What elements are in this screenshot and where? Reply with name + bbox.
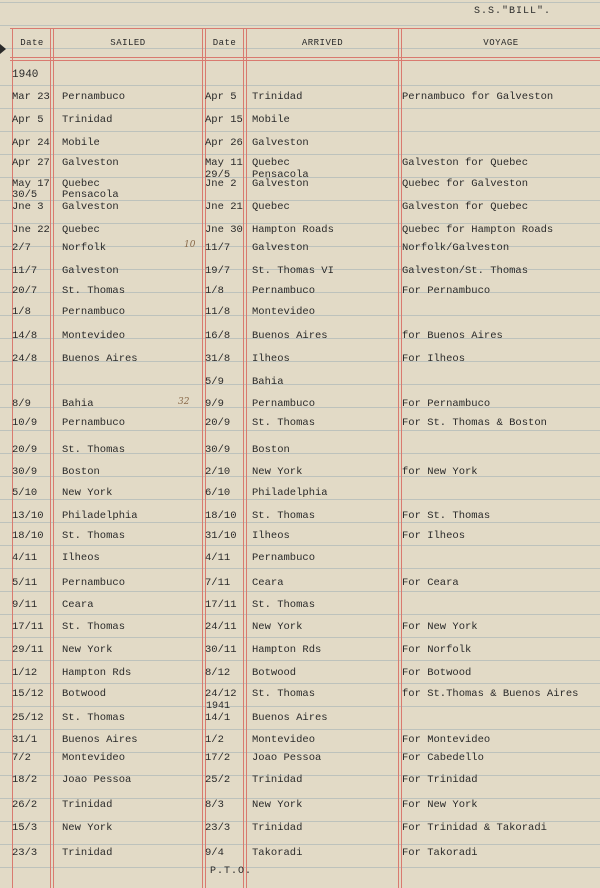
arrived-date: Jne 2 [205, 178, 237, 190]
arrived-port: Mobile [252, 114, 290, 126]
arrived-date: 2/10 [205, 466, 231, 478]
margin-note-1: 10 [184, 240, 196, 250]
voyage-desc: For New York [402, 799, 478, 811]
header-voyage: VOYAGE [483, 38, 519, 48]
arrived-date: Apr 5 [205, 91, 237, 103]
arrived-date: 23/3 [205, 822, 231, 834]
sailed-date: 1/8 [12, 306, 31, 318]
voyage-desc: For St. Thomas [402, 510, 491, 522]
sailed-port: Ceara [62, 599, 94, 611]
sailed-date: 11/7 [12, 265, 38, 277]
sailed-date: 20/9 [12, 444, 38, 456]
arrived-port: St. Thomas [252, 417, 316, 429]
arrived-port: Galveston [252, 137, 309, 149]
arrived-date: 18/10 [205, 510, 237, 522]
sailed-port: Montevideo [62, 752, 126, 764]
sailed-date: Apr 27 [12, 157, 50, 169]
arrived-port: New York [252, 621, 303, 633]
sailed-date: May 17 [12, 178, 50, 190]
sailed-date: 2/7 [12, 242, 31, 254]
arrived-port: New York [252, 799, 303, 811]
arrived-port: Montevideo [252, 734, 316, 746]
voyage-desc: Galveston for Quebec [402, 157, 529, 169]
sailed-date: Jne 22 [12, 224, 50, 236]
arrived-port: Pernambuco [252, 552, 316, 564]
arrived-date: 31/8 [205, 353, 231, 365]
header-date-arrived: Date [212, 38, 237, 48]
sailed-port: Trinidad [62, 114, 113, 126]
sailed-port: Trinidad [62, 799, 113, 811]
sailed-date: 14/8 [12, 330, 38, 342]
rule-arrived [398, 28, 399, 888]
arrived-date: 19/7 [205, 265, 231, 277]
voyage-desc: Pernambuco for Galveston [402, 91, 554, 103]
rule-date-arrived [243, 28, 244, 888]
arrived-date: 17/2 [205, 752, 231, 764]
sailed-port: Hampton Rds [62, 667, 132, 679]
voyage-desc: For Takoradi [402, 847, 478, 859]
arrived-port: Galveston [252, 242, 309, 254]
voyage-desc: Quebec for Galveston [402, 178, 529, 190]
sailed-port: St. Thomas [62, 530, 126, 542]
sailed-date: 23/3 [12, 847, 38, 859]
arrived-date: 9/4 [205, 847, 224, 859]
rule-sailed [202, 28, 203, 888]
voyage-desc: For Cabedello [402, 752, 484, 764]
sailed-port: New York [62, 644, 113, 656]
margin-note-2: 32 [178, 397, 190, 407]
sailed-port: St. Thomas [62, 621, 126, 633]
sailed-date: 4/11 [12, 552, 38, 564]
sailed-port: Norfolk [62, 242, 107, 254]
arrived-date: 9/9 [205, 398, 224, 410]
sailed-date: 30/5 [12, 189, 38, 201]
sailed-date: Jne 3 [12, 201, 44, 213]
arrived-date: 24/12 [205, 688, 237, 700]
arrived-date: 17/11 [205, 599, 237, 611]
arrived-date: May 11 [205, 157, 243, 169]
voyage-desc: for St.Thomas & Buenos Aires [402, 688, 579, 700]
sailed-date: 24/8 [12, 353, 38, 365]
voyage-desc: For Norfolk [402, 644, 472, 656]
sailed-port: St. Thomas [62, 444, 126, 456]
voyage-desc: For St. Thomas & Boston [402, 417, 547, 429]
voyage-desc: For Trinidad & Takoradi [402, 822, 547, 834]
arrived-date: 1/2 [205, 734, 224, 746]
voyage-desc: for Buenos Aires [402, 330, 503, 342]
arrived-port: Ilheos [252, 530, 290, 542]
arrived-port: Quebec [252, 157, 290, 169]
year-1941: 1941 [206, 701, 231, 712]
sailed-port: Buenos Aires [62, 353, 138, 365]
sailed-date: 10/9 [12, 417, 38, 429]
sailed-port: Bahia [62, 398, 94, 410]
header-date-sailed: Date [20, 38, 44, 48]
sailed-date: 20/7 [12, 285, 38, 297]
sailed-date: 25/12 [12, 712, 44, 724]
arrived-date: Jne 30 [205, 224, 243, 236]
arrived-date: Apr 26 [205, 137, 243, 149]
header-bottom-rule [10, 57, 600, 58]
voyage-desc: For Pernambuco [402, 398, 491, 410]
sailed-date: 13/10 [12, 510, 44, 522]
arrived-date: 11/7 [205, 242, 231, 254]
arrived-port: Pensacola [252, 169, 309, 181]
header-top-rule [10, 28, 600, 29]
arrived-date: 6/10 [205, 487, 231, 499]
arrived-date: 5/9 [205, 376, 224, 388]
arrived-port: Ceara [252, 577, 284, 589]
sailed-date: 5/11 [12, 577, 38, 589]
arrived-port: Quebec [252, 201, 290, 213]
sailed-date: 30/9 [12, 466, 38, 478]
sailed-date: 15/3 [12, 822, 38, 834]
sailed-port: St. Thomas [62, 285, 126, 297]
header-arrived: ARRIVED [301, 38, 344, 48]
arrived-port: St. Thomas VI [252, 265, 334, 277]
sailed-port: Trinidad [62, 847, 113, 859]
voyage-desc: For Montevideo [402, 734, 491, 746]
voyage-desc: Galveston/St. Thomas [402, 265, 529, 277]
voyage-desc: For Pernambuco [402, 285, 491, 297]
sailed-port: St. Thomas [62, 712, 126, 724]
binder-hole-marker [0, 44, 6, 54]
arrived-date: 7/11 [205, 577, 231, 589]
header-bottom-rule-2 [10, 60, 600, 61]
arrived-port: St. Thomas [252, 599, 316, 611]
arrived-port: Trinidad [252, 822, 303, 834]
voyage-desc: For Ilheos [402, 530, 466, 542]
arrived-port: Buenos Aires [252, 712, 328, 724]
arrived-date: 31/10 [205, 530, 237, 542]
arrived-port: Philadelphia [252, 487, 328, 499]
rule-date-sailed-2 [53, 28, 54, 888]
arrived-port: Buenos Aires [252, 330, 328, 342]
voyage-desc: Norfolk/Galveston [402, 242, 510, 254]
arrived-port: Hampton Rds [252, 644, 322, 656]
sailed-date: 18/10 [12, 530, 44, 542]
sailed-port: Quebec [62, 178, 100, 190]
arrived-port: Trinidad [252, 774, 303, 786]
sailed-port: Philadelphia [62, 510, 138, 522]
rule-date-sailed [50, 28, 51, 888]
sailed-port: Joao Pessoa [62, 774, 132, 786]
header-sailed: SAILED [110, 38, 146, 48]
voyage-desc: for New York [402, 466, 478, 478]
sailed-port: Galveston [62, 201, 119, 213]
sailed-port: Pensacola [62, 189, 119, 201]
arrived-port: St. Thomas [252, 688, 316, 700]
sailed-port: Pernambuco [62, 91, 126, 103]
arrived-port: Joao Pessoa [252, 752, 322, 764]
sailed-date: Apr 24 [12, 137, 50, 149]
sailed-date: 29/11 [12, 644, 44, 656]
sailed-date: 7/2 [12, 752, 31, 764]
arrived-port: Botwood [252, 667, 297, 679]
voyage-desc: For Botwood [402, 667, 472, 679]
arrived-date: Apr 15 [205, 114, 243, 126]
arrived-port: Takoradi [252, 847, 303, 859]
sailed-port: Pernambuco [62, 417, 126, 429]
sailed-port: Pernambuco [62, 577, 126, 589]
arrived-date: 25/2 [205, 774, 231, 786]
arrived-date: 4/11 [205, 552, 231, 564]
arrived-date: 16/8 [205, 330, 231, 342]
rule-date-arrived-2 [246, 28, 247, 888]
sailed-date: 26/2 [12, 799, 38, 811]
voyage-desc: For Trinidad [402, 774, 478, 786]
arrived-date: 11/8 [205, 306, 231, 318]
arrived-date: Jne 21 [205, 201, 243, 213]
voyage-desc: For New York [402, 621, 478, 633]
arrived-date: 8/3 [205, 799, 224, 811]
arrived-port: Pernambuco [252, 285, 316, 297]
sailed-date: 17/11 [12, 621, 44, 633]
arrived-date: 1/8 [205, 285, 224, 297]
arrived-port: Montevideo [252, 306, 316, 318]
sailed-date: 1/12 [12, 667, 38, 679]
arrived-date: 8/12 [205, 667, 231, 679]
ship-name: S.S."BILL". [474, 6, 552, 17]
voyage-desc: Galveston for Quebec [402, 201, 529, 213]
arrived-date: 30/11 [205, 644, 237, 656]
arrived-port: Boston [252, 444, 290, 456]
voyage-desc: Quebec for Hampton Roads [402, 224, 554, 236]
arrived-date: 14/1 [205, 712, 231, 724]
sailed-date: 18/2 [12, 774, 38, 786]
arrived-date: 30/9 [205, 444, 231, 456]
sailed-date: Apr 5 [12, 114, 44, 126]
sailed-port: Montevideo [62, 330, 126, 342]
arrived-date: 24/11 [205, 621, 237, 633]
sailed-date: Mar 23 [12, 91, 50, 103]
sailed-port: Galveston [62, 157, 119, 169]
arrived-port: St. Thomas [252, 510, 316, 522]
arrived-port: Galveston [252, 178, 309, 190]
voyage-desc: For Ceara [402, 577, 459, 589]
sailed-port: Quebec [62, 224, 100, 236]
arrived-date: 20/9 [205, 417, 231, 429]
sailed-port: Mobile [62, 137, 100, 149]
arrived-port: Pernambuco [252, 398, 316, 410]
sailed-date: 9/11 [12, 599, 38, 611]
sailed-port: Boston [62, 466, 100, 478]
sailed-port: Ilheos [62, 552, 100, 564]
sailed-port: Pernambuco [62, 306, 126, 318]
arrived-port: New York [252, 466, 303, 478]
arrived-port: Trinidad [252, 91, 303, 103]
sailed-port: New York [62, 487, 113, 499]
sailed-port: Galveston [62, 265, 119, 277]
arrived-port: Hampton Roads [252, 224, 334, 236]
arrived-port: Ilheos [252, 353, 290, 365]
sailed-date: 31/1 [12, 734, 38, 746]
voyage-desc: For Ilheos [402, 353, 466, 365]
sailed-date: 15/12 [12, 688, 44, 700]
year-1940: 1940 [12, 69, 39, 81]
sailed-date: 5/10 [12, 487, 38, 499]
sailed-port: New York [62, 822, 113, 834]
sailed-port: Buenos Aires [62, 734, 138, 746]
arrived-date: 29/5 [205, 169, 231, 181]
arrived-port: Bahia [252, 376, 284, 388]
sailed-date: 8/9 [12, 398, 31, 410]
sailed-port: Botwood [62, 688, 107, 700]
pto-note: P.T.O. [210, 866, 253, 877]
